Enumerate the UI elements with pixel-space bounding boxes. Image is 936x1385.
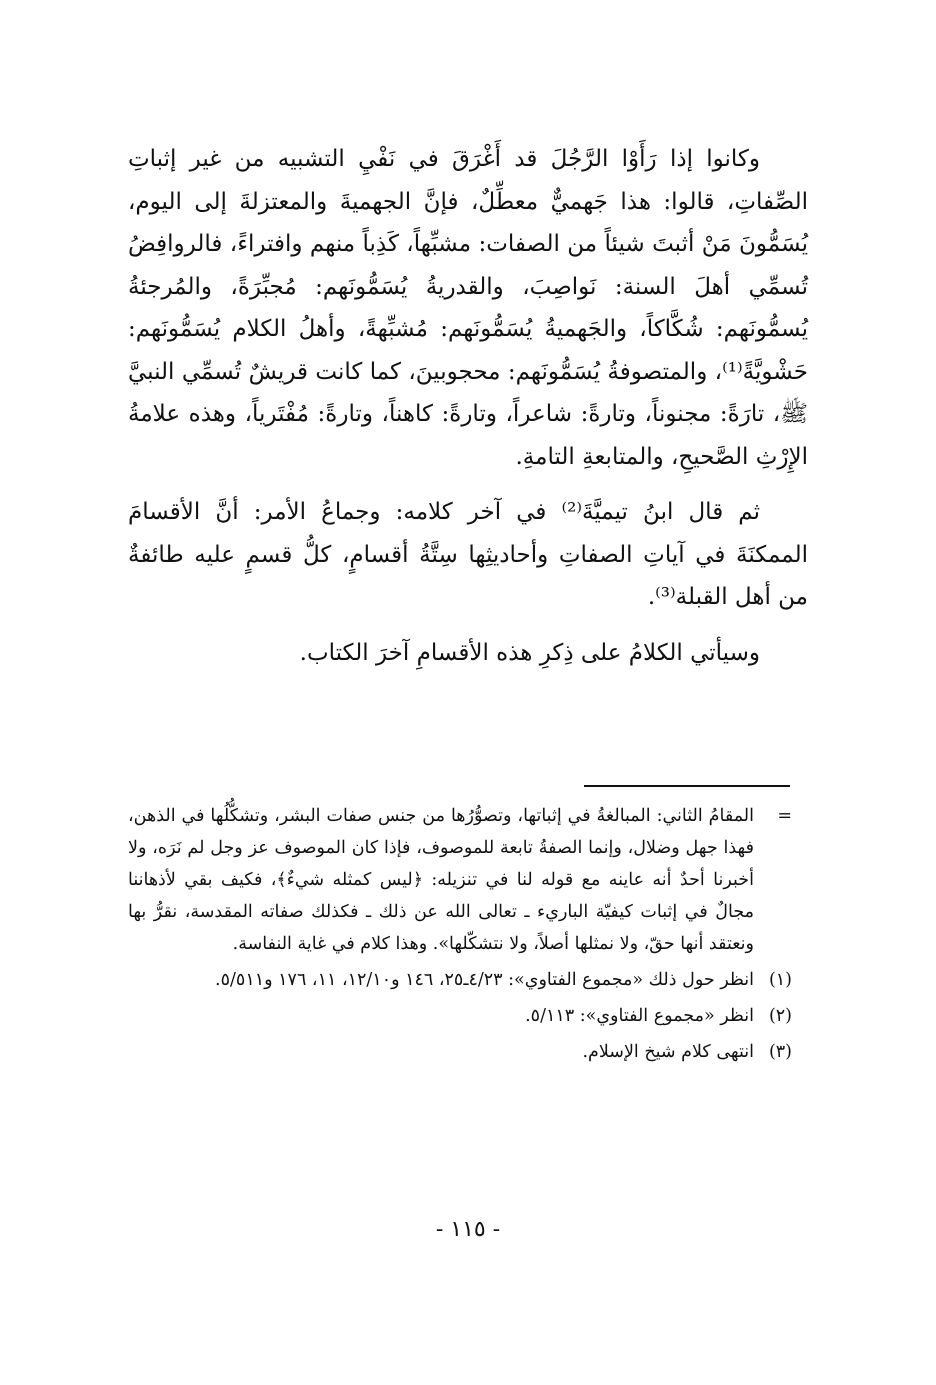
footnote-3 [128, 1036, 792, 1068]
footnote-text: انظر حول ذلك «مجموع الفتاوي»: ٤/٢٣ـ٢٥، ١٤٦ و١٢/١٠، ١١، ١٧٦ و٥/٥١١. [215, 970, 754, 990]
footnote-text: انظر «مجموع الفتاوي»: ٥/١١٣. [525, 1006, 754, 1026]
footnote-mark: (١) [768, 970, 792, 990]
footnote-mark: = [777, 806, 792, 826]
footnote-text: انتهى كلام شيخ الإسلام. [582, 1042, 754, 1062]
footnote-1 [128, 964, 792, 996]
footnote-separator [584, 785, 790, 787]
paragraph-1: وكانوا إذا رَأَوْا الرَّجُلَ قد أَغْرَقَ في نَفْيِ التشبيه من غير إثباتِ الصِّفاتِ، قالوا: هذا جَهميٌّ معطِّلٌ، فإنَّ الجهميةَ والمعتزلةَ إلى اليوم، يُسَمُّونَ مَنْ أثبتَ شيئاً من الصفات: مشبِّهاً، كَذِباً منهم وافتراءً، فالروافِضُ تُسمِّي أهلَ السنة: نَواصِبَ، والقدريةُ يُسَمُّونَهم: مُجبِّرَةً، والمُرجئةُ يُسمُّونَهم: شُكَّاكاً، والجَهميةُ يُسَمُّونَهم: مُشبِّهةً، وأهلُ الكلام يُسَمُّونَهم: حَشْويَّةً⁽¹⁾، والمتصوفةُ يُسَمُّونَهم: محجوبينَ، كما كانت قريشٌ تُسمِّي النبيَّ ﷺ، تارَةً: مجنوناً، وتارةً: شاعراً، وتارةً: كاهناً، وتارةً: مُفْتَرياً، وهذه علامةُ الإِرْثِ الصَّحيحِ، والمتابعةِ التامةِ. [128, 146, 808, 470]
footnote-mark: (٢) [768, 1006, 792, 1026]
paragraph-3: وسيأتي الكلامُ على ذِكرِ هذه الأقسامِ آخرَ الكتاب. [299, 639, 760, 666]
footnote-text: المقامُ الثاني: المبالغةُ في إثباتها، وتصوُّرُها من جنس صفات البشر، وتشكُّلُها في الذهن، فهذا جهل وضلال، وإنما الصفةُ تابعة للموصوف، فإذا كان الموصوف عز وجل لم نَرَه، ولا أخبرنا أحدٌ أنه عاينه مع قوله لنا في تنزيله: ﴿ليس كمثله شيءٌ﴾، فكيف بقي لأذهاننا مجالٌ في إثبات كيفيّة الباريء ـ تعالى الله عن ذلك ـ فكذلك صفاته المقدسة، نقرُّ بها ونعتقد أنها حقّ، ولا نمثلها أصلاً، ولا نتشكّلها». وهذا كلام في غاية النفاسة. [128, 806, 754, 954]
footnotes [128, 800, 792, 1068]
page-number: - ١١٥ - [435, 1217, 501, 1242]
paragraph-2: ثم قال ابنُ تيميَّةَ⁽²⁾ في آخر كلامه: وجماعُ الأمر: أنَّ الأقسامَ الممكنَةَ في آياتِ الصفاتِ وأحاديثِها سِتَّةُ أقسامٍ، كلُّ قسمٍ عليه طائفةٌ من أهل القبلة⁽³⁾. [128, 499, 808, 610]
footnote-2 [128, 1000, 792, 1032]
footnote-mark: (٣) [768, 1042, 792, 1062]
footnote-continued [128, 800, 792, 960]
main-text [128, 138, 808, 674]
